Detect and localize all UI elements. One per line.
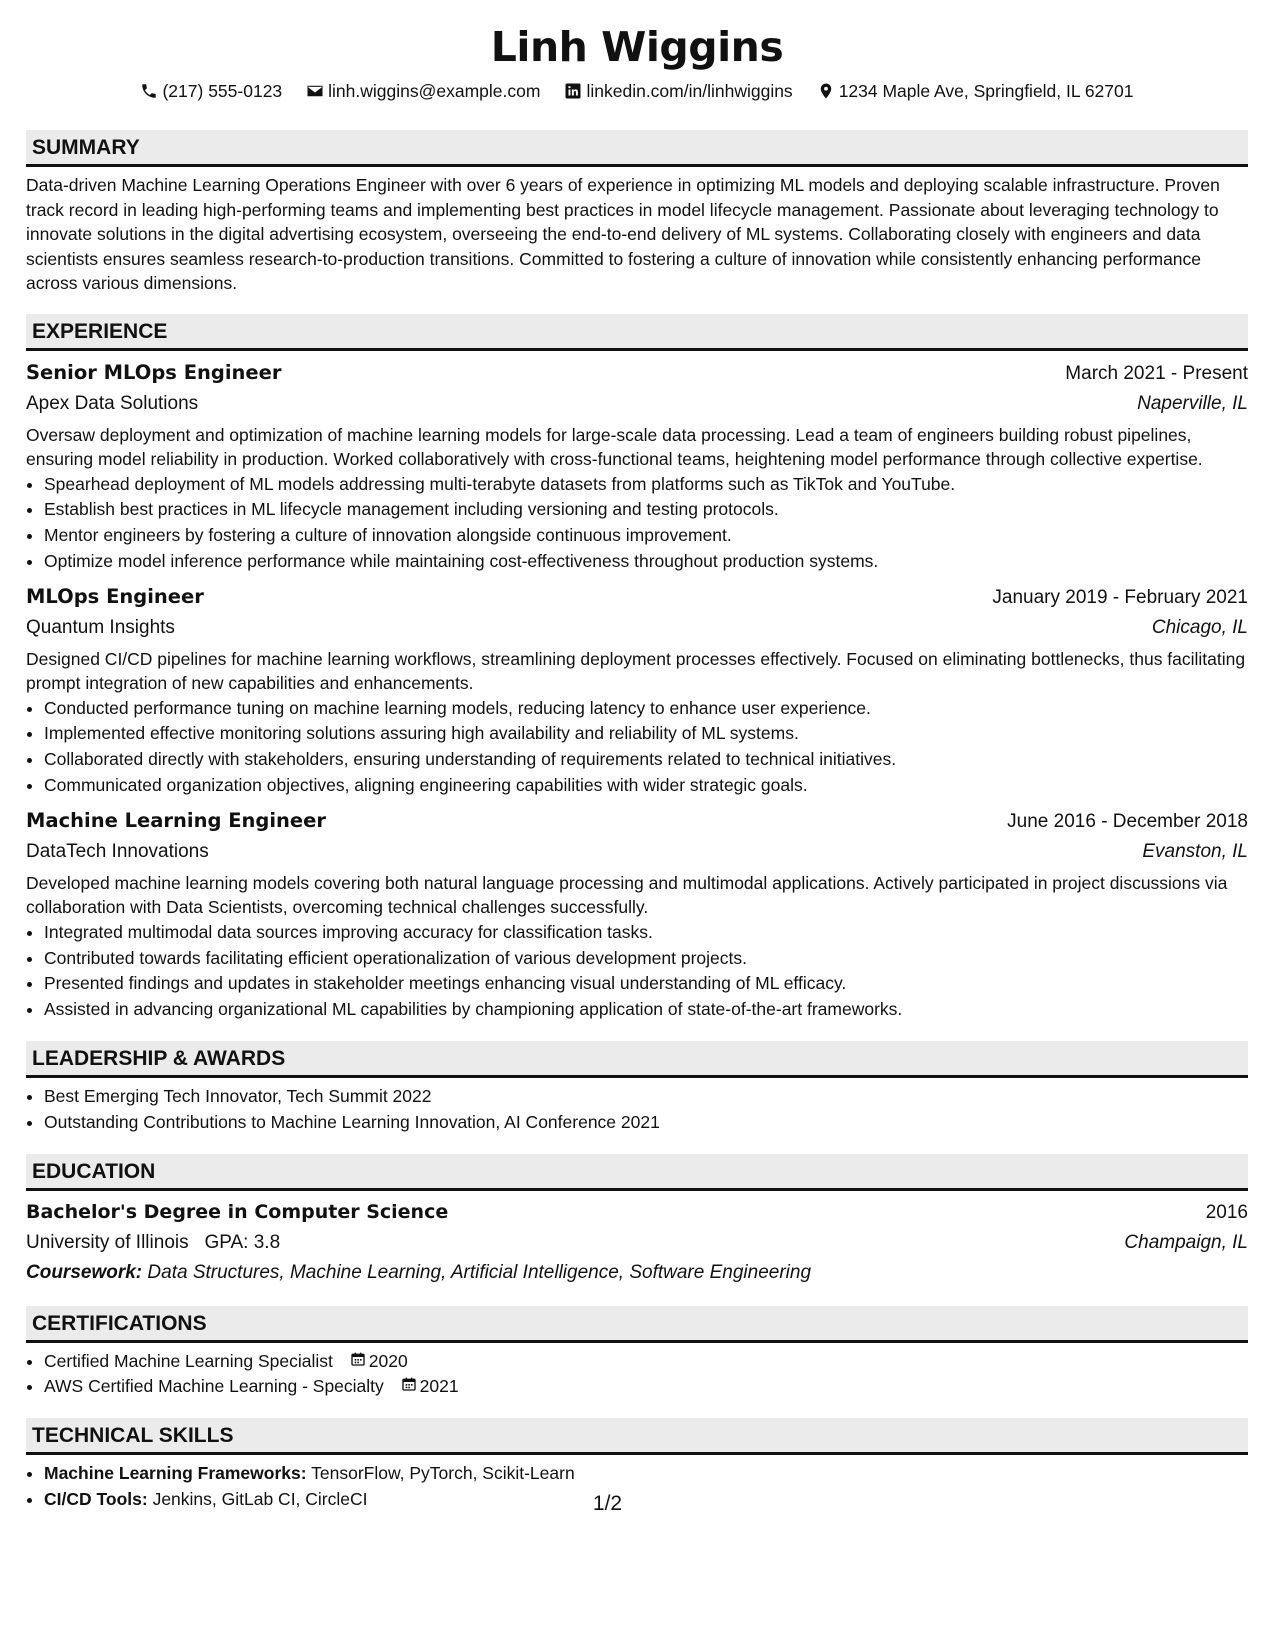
list-item: • Mentor engineers by fostering a culture of innovation alongside continuous improvement. [44, 523, 1248, 549]
contact-phone: (217) 555-0123 [140, 78, 282, 104]
skill-label: CI/CD Tools: [44, 1489, 148, 1510]
company-name: DataTech Innovations [26, 840, 209, 862]
job-description: Developed machine learning models covering both natural language processing and multimodal applications. Actively participated in project discussions via collaboration with Data Scientists, overcoming technical challenges successfully. [26, 872, 1228, 918]
page-number: 1/2 [592, 1492, 623, 1515]
linkedin-icon [564, 82, 582, 100]
skill-value: Jenkins, GitLab CI, CircleCI [152, 1489, 368, 1510]
contact-address: 1234 Maple Ave, Springfield, IL 62701 [817, 78, 1134, 104]
list-item: • Integrated multimodal data sources improving accuracy for classification tasks. [44, 920, 1248, 946]
calendar-icon [350, 1349, 366, 1375]
coursework [26, 1258, 1248, 1288]
certification-date: 2021 [401, 1374, 459, 1400]
degree-title: Bachelor's Degree in Computer Science [26, 1200, 449, 1223]
section-heading-summary: SUMMARY [26, 130, 1248, 167]
job-dates: June 2016 - December 2018 [1007, 810, 1248, 832]
certifications-list [26, 1349, 1248, 1401]
map-pin-icon [817, 82, 835, 100]
list-item: • Contributed towards facilitating efficient operationalization of various development projects. [44, 946, 1248, 972]
coursework-list: Data Structures, Machine Learning, Artificial Intelligence, Software Engineering [147, 1261, 812, 1283]
list-item: • Establish best practices in ML lifecycle management including versioning and testing protocols. [44, 497, 1248, 523]
job-description: Designed CI/CD pipelines for machine learning workflows, streamlining deployment processes effectively. Focused on eliminating bottlenecks, thus facilitating prompt integration of new capabilities and enhancements. [26, 648, 1246, 694]
school-location: Champaign, IL [1124, 1231, 1248, 1253]
job-entry [26, 805, 1248, 1023]
job-bullets [26, 472, 1248, 575]
job-location: Chicago, IL [1151, 616, 1248, 638]
list-item: • Optimize model inference performance while maintaining cost-effectiveness throughout production systems. [44, 549, 1248, 575]
contact-email[interactable]: linh.wiggins@example.com [306, 78, 540, 104]
contact-linkedin[interactable]: linkedin.com/in/linhwiggins [564, 78, 792, 104]
resume-page [26, 18, 1248, 1513]
list-item: • Assisted in advancing organizational ML capabilities by championing application of state-of-the-art frameworks. [44, 997, 1248, 1023]
list-item: • Conducted performance tuning on machine learning models, reducing latency to enhance user experience. [44, 696, 1248, 722]
company-name: Quantum Insights [26, 616, 175, 638]
certification-date: 2020 [350, 1349, 408, 1375]
job-entry [26, 357, 1248, 575]
job-title: Machine Learning Engineer [26, 808, 327, 832]
list-item: • Presented findings and updates in stakeholder meetings enhancing visual understanding of ML efficacy. [44, 971, 1248, 997]
summary-text: Data-driven Machine Learning Operations Engineer with over 6 years of experience in optimizing ML models and deploying scalable infrastructure. Proven track record in leading high-performing teams and implementing best practices in model lifecycle management. Passionate about leveraging technology to innovate solutions in the digital advertising ecosystem, overseeing the end-to-end delivery of ML systems. Collaborating closely with engineers and data scientists ensures seamless research-to-production transitions. Committed to fostering a culture of innovation while consistently enhancing performance across various dimensions. [26, 175, 1220, 293]
candidate-name: Linh Wiggins [490, 23, 784, 71]
section-heading-experience: EXPERIENCE [26, 314, 1248, 351]
job-title: MLOps Engineer [26, 584, 204, 608]
list-item [44, 1374, 1248, 1400]
job-title: Senior MLOps Engineer [26, 360, 282, 384]
section-heading-leadership: LEADERSHIP & AWARDS [26, 1041, 1248, 1078]
job-bullets [26, 696, 1248, 799]
job-bullets [26, 920, 1248, 1023]
education-entry [26, 1197, 1248, 1288]
list-item [44, 1349, 1248, 1375]
awards-list [26, 1084, 1248, 1136]
list-item: • Collaborated directly with stakeholders, ensuring understanding of requirements related to technical initiatives. [44, 747, 1248, 773]
envelope-icon [306, 82, 324, 100]
school-name: University of Illinois [26, 1231, 189, 1253]
list-item: • Communicated organization objectives, aligning engineering capabilities with wider strategic goals. [44, 773, 1248, 799]
graduation-year: 2016 [1205, 1201, 1248, 1223]
coursework-label: Coursework: [26, 1261, 143, 1283]
certification-name: AWS Certified Machine Learning - Specialty [44, 1376, 384, 1397]
skill-label: Machine Learning Frameworks: [44, 1463, 307, 1484]
phone-icon [140, 82, 158, 100]
calendar-icon [401, 1374, 417, 1400]
gpa: GPA: 3.8 [204, 1231, 281, 1253]
contact-bar [26, 78, 1248, 104]
list-item: • Outstanding Contributions to Machine Learning Innovation, AI Conference 2021 [44, 1110, 1248, 1136]
section-heading-certifications: CERTIFICATIONS [26, 1306, 1248, 1343]
job-entry [26, 581, 1248, 799]
job-dates: January 2019 - February 2021 [992, 586, 1248, 608]
section-heading-education: EDUCATION [26, 1154, 1248, 1191]
list-item: • Spearhead deployment of ML models addressing multi-terabyte datasets from platforms such as TikTok and YouTube. [44, 472, 1248, 498]
section-heading-skills: TECHNICAL SKILLS [26, 1418, 1248, 1455]
school-info [26, 1228, 280, 1258]
list-item [44, 1461, 1248, 1487]
job-location: Naperville, IL [1137, 392, 1248, 414]
skill-value: TensorFlow, PyTorch, Scikit-Learn [311, 1463, 575, 1484]
job-location: Evanston, IL [1142, 840, 1248, 862]
list-item: • Implemented effective monitoring solutions assuring high availability and reliability of ML systems. [44, 721, 1248, 747]
list-item: • Best Emerging Tech Innovator, Tech Summit 2022 [44, 1084, 1248, 1110]
job-dates: March 2021 - Present [1065, 362, 1248, 384]
certification-name: Certified Machine Learning Specialist [44, 1350, 333, 1371]
job-description: Oversaw deployment and optimization of machine learning models for large-scale data processing. Lead a team of engineers building robust pipelines, ensuring model reliability in production. Worked collaboratively with cross-functional teams, heightening model performance through collective expertise. [26, 424, 1203, 469]
company-name: Apex Data Solutions [26, 392, 199, 414]
